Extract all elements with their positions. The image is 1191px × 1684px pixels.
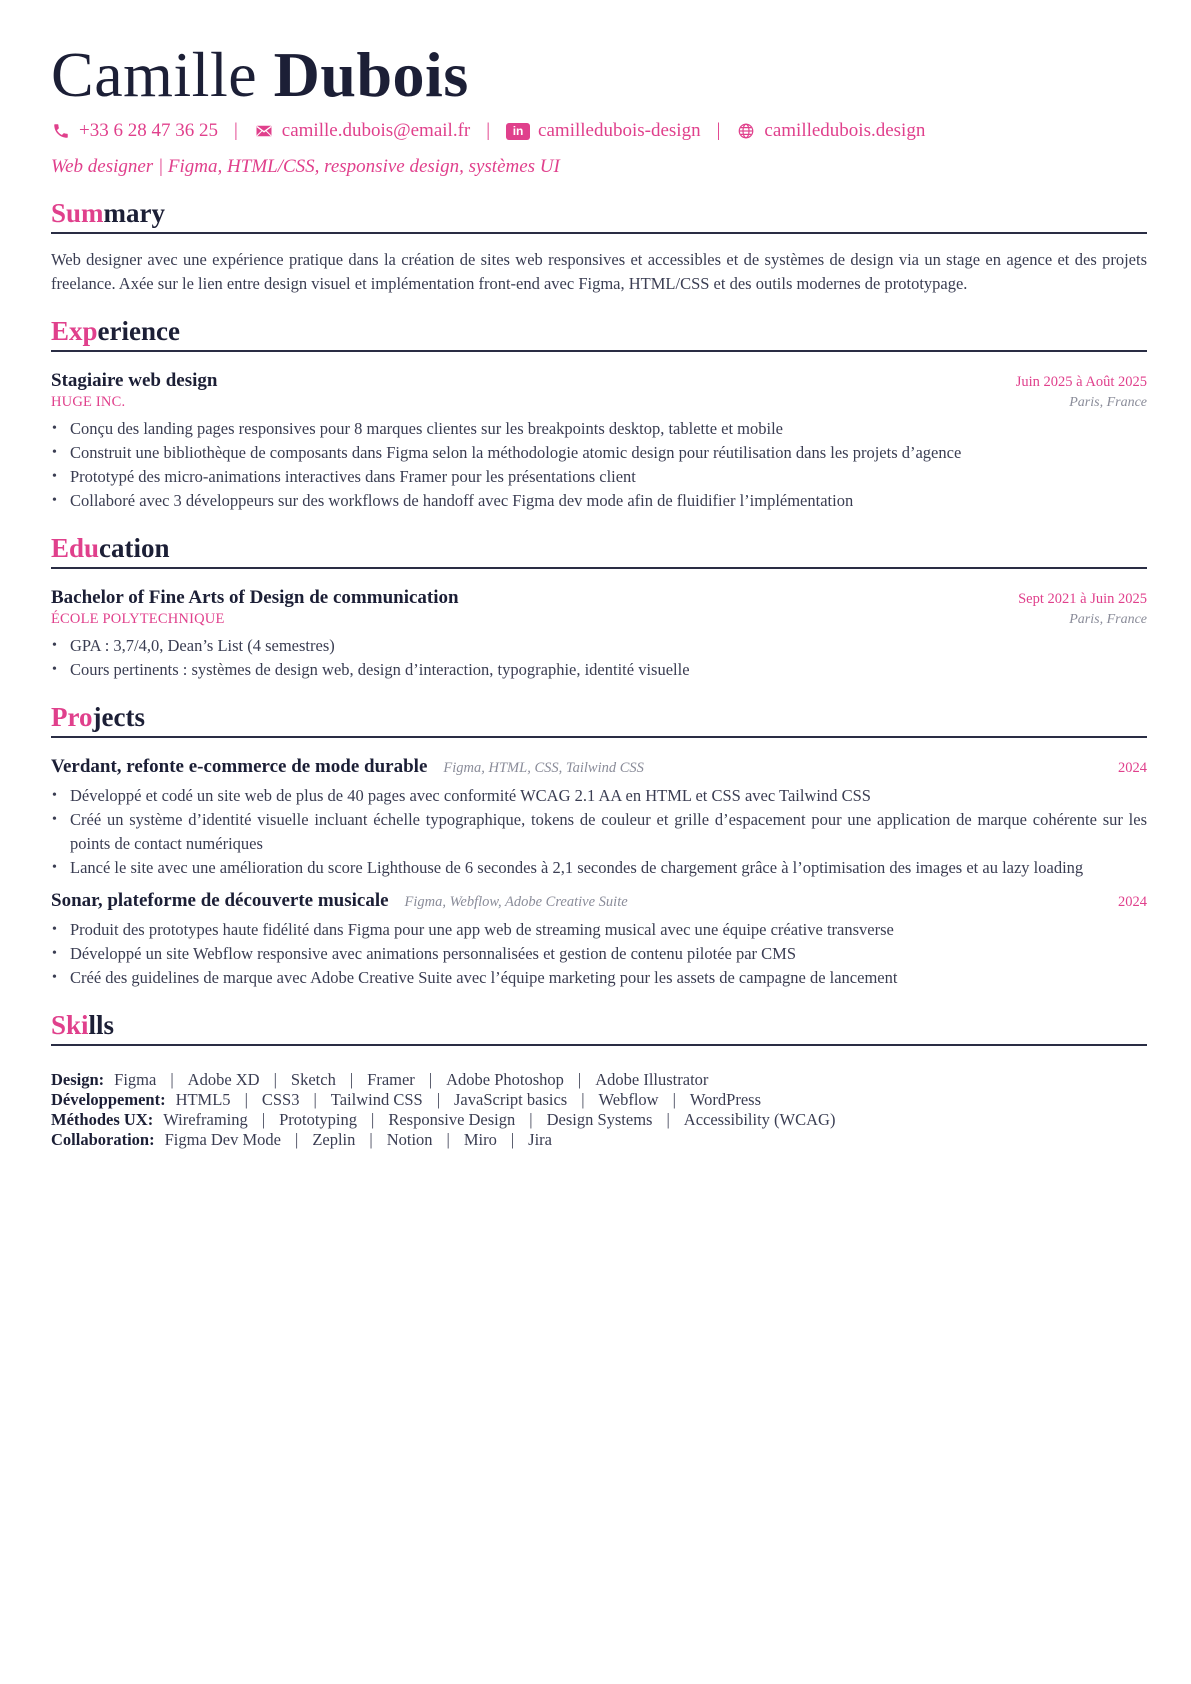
section-title-summary: Summary: [51, 196, 1147, 234]
job-bullets: [51, 417, 1147, 513]
skill-separator: |: [313, 1090, 317, 1109]
list-item: • Lancé le site avec une amélioration du score Lighthouse de 6 secondes à 2,1 secondes de chargement grâce à l’optimisation des images et au lazy loading: [70, 856, 1147, 880]
project-bullets: [51, 918, 1147, 990]
project-entry: [51, 756, 1147, 880]
last-name: Dubois: [273, 39, 469, 110]
skill-separator: |: [672, 1090, 676, 1109]
summary-text: Web designer avec une expérience pratique dans la création de sites web responsives et accessibles et de systèmes de design via un stage en agence et des projets freelance. Axée sur le lien entre design visuel et implémentation front-end avec Figma, HTML/CSS et des outils modernes de prototypage.: [51, 250, 1147, 293]
email-link: camille.dubois@email.fr: [281, 120, 471, 141]
project-tech: Figma, Webflow, Adobe Creative Suite: [404, 894, 628, 910]
degree-dates: Sept 2021 à Juin 2025: [1018, 591, 1147, 607]
education-bullets: [51, 634, 1147, 682]
skill-separator: |: [170, 1070, 174, 1089]
skill-item: Design Systems: [546, 1110, 653, 1129]
school-name: ÉCOLE POLYTECHNIQUE: [51, 611, 225, 627]
skills-section: [51, 1008, 1147, 1150]
skill-item: WordPress: [689, 1090, 761, 1109]
contact-website[interactable]: [736, 120, 925, 142]
skill-row: [51, 1130, 1147, 1150]
globe-icon: [736, 121, 756, 141]
skill-item: Responsive Design: [388, 1110, 516, 1129]
skill-item: Figma: [114, 1070, 157, 1089]
skill-separator: |: [428, 1070, 433, 1089]
section-title-projects: Projects: [51, 700, 1147, 738]
job-location: Paris, France: [1069, 395, 1147, 410]
phone-icon: [51, 121, 71, 141]
list-item: • Produit des prototypes haute fidélité dans Figma pour une app web de streaming musical avec une équipe créative transverse: [70, 918, 1147, 942]
skill-item: Prototyping: [279, 1110, 357, 1129]
job-dates: Juin 2025 à Août 2025: [1015, 374, 1147, 390]
contact-email[interactable]: [254, 120, 470, 142]
skill-separator: |: [371, 1110, 375, 1129]
skill-item: Figma Dev Mode: [164, 1130, 281, 1149]
project-year: 2024: [1118, 894, 1147, 910]
skill-separator: |: [244, 1090, 248, 1109]
phone-text: +33 6 28 47 36 25: [79, 120, 218, 141]
skill-item: Adobe Illustrator: [595, 1070, 709, 1089]
skill-item: Adobe Photoshop: [446, 1070, 564, 1089]
skill-category: Collaboration:: [51, 1130, 155, 1149]
skill-item: Adobe XD: [187, 1070, 260, 1089]
section-title-education: Education: [51, 531, 1147, 569]
summary-section: [51, 196, 1147, 296]
experience-section: [51, 314, 1147, 513]
skill-item: Wireframing: [163, 1110, 248, 1129]
project-entry: [51, 890, 1147, 990]
skill-separator: |: [666, 1110, 670, 1129]
contact-phone[interactable]: [51, 120, 218, 142]
contact-linkedin[interactable]: [506, 120, 701, 142]
list-item: • Prototypé des micro-animations interactives dans Framer pour les présentations client: [70, 465, 1147, 489]
first-name: Camille: [51, 39, 258, 110]
skill-separator: |: [581, 1090, 585, 1109]
skill-row: [51, 1070, 1147, 1090]
tagline: Web designer | Figma, HTML/CSS, responsive design, systèmes UI: [51, 156, 560, 177]
education-section: [51, 531, 1147, 682]
list-item: • Collaboré avec 3 développeurs sur des workflows de handoff avec Figma dev mode afin de fluidifier l’implémentation: [70, 489, 1147, 513]
linkedin-link: camilledubois-design: [538, 120, 701, 141]
contact-separator: |: [716, 120, 721, 141]
skill-separator: |: [261, 1110, 266, 1129]
section-title-experience: Experience: [51, 314, 1147, 352]
skill-category: Design:: [51, 1070, 105, 1089]
skill-item: HTML5: [175, 1090, 231, 1109]
project-name: Sonar, plateforme de découverte musicale: [51, 890, 389, 911]
contact-separator: |: [486, 120, 491, 141]
email-icon: [254, 121, 274, 141]
projects-section: [51, 700, 1147, 990]
education-entry: [51, 587, 1147, 682]
skill-separator: |: [510, 1130, 515, 1149]
list-item: • Développé un site Webflow responsive avec animations personnalisées et gestion de contenu pilotée par CMS: [70, 942, 1147, 966]
skill-item: Jira: [528, 1130, 552, 1149]
list-item: • Construit une bibliothèque de composants dans Figma selon la méthodologie atomic design pour réutilisation dans les projets d’agence: [70, 441, 1147, 465]
list-item: • Développé et codé un site web de plus de 40 pages avec conformité WCAG 2.1 AA en HTML et CSS avec Tailwind CSS: [70, 784, 1147, 808]
skill-separator: |: [369, 1130, 373, 1149]
skill-item: JavaScript basics: [454, 1090, 568, 1109]
contact-separator: |: [233, 120, 238, 141]
project-name: Verdant, refonte e-commerce de mode durable: [51, 756, 428, 777]
company-name: HUGE INC.: [51, 394, 126, 410]
experience-entry: [51, 370, 1147, 513]
skill-separator: |: [436, 1090, 441, 1109]
skill-item: Miro: [463, 1130, 497, 1149]
website-link: camilledubois.design: [764, 120, 926, 141]
list-item: • GPA : 3,7/4,0, Dean’s List (4 semestres): [70, 634, 1147, 658]
project-bullets: [51, 784, 1147, 880]
skill-item: CSS3: [261, 1090, 300, 1109]
skill-separator: |: [446, 1130, 450, 1149]
list-item: • Créé des guidelines de marque avec Adobe Creative Suite avec l’équipe marketing pour les assets de campagne de lancement: [70, 966, 1147, 990]
list-item: • Conçu des landing pages responsives pour 8 marques clientes sur les breakpoints desktop, tablette et mobile: [70, 417, 1147, 441]
skill-row: [51, 1090, 1147, 1110]
skill-item: Accessibility (WCAG): [683, 1110, 836, 1129]
list-item: • Créé un système d’identité visuelle incluant échelle typographique, tokens de couleur et grille d’espacement pour une application de marque cohérente sur les points de contact numériques: [70, 808, 1147, 856]
skill-item: Tailwind CSS: [330, 1090, 423, 1109]
skill-item: Notion: [386, 1130, 433, 1149]
project-tech: Figma, HTML, CSS, Tailwind CSS: [443, 760, 644, 776]
skill-separator: |: [349, 1070, 354, 1089]
skill-item: Framer: [367, 1070, 415, 1089]
job-title: Stagiaire web design: [51, 370, 218, 391]
degree-title: Bachelor of Fine Arts of Design de communication: [51, 587, 459, 608]
skill-category: Développement:: [51, 1090, 166, 1109]
skill-item: Webflow: [598, 1090, 659, 1109]
skill-separator: |: [529, 1110, 533, 1129]
candidate-name: [51, 40, 1147, 110]
list-item: • Cours pertinents : systèmes de design web, design d’interaction, typographie, identité visuelle: [70, 658, 1147, 682]
project-year: 2024: [1118, 760, 1147, 776]
skills-list: [51, 1070, 1147, 1150]
linkedin-icon: in: [506, 123, 530, 140]
skill-separator: |: [577, 1070, 582, 1089]
skill-category: Méthodes UX:: [51, 1110, 154, 1129]
section-title-skills: Skills: [51, 1008, 1147, 1046]
skill-item: Zeplin: [312, 1130, 356, 1149]
skill-separator: |: [273, 1070, 277, 1089]
skill-row: [51, 1110, 1147, 1130]
skill-separator: |: [295, 1130, 299, 1149]
school-location: Paris, France: [1069, 612, 1147, 627]
skill-item: Sketch: [290, 1070, 336, 1089]
contact-line: [51, 120, 1147, 142]
